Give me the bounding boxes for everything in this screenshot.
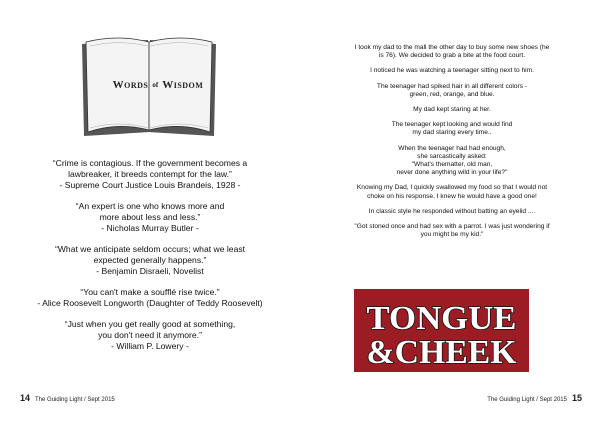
- page-number: 15: [571, 393, 582, 403]
- quote-attribution: - Supreme Court Justice Louis Brandeis, 1928 -: [59, 180, 241, 190]
- quote-item: [20, 201, 280, 234]
- quote-text: “What we anticipate seldom occurs; what we least expected generally happens.”: [54, 244, 246, 265]
- quote-attribution: - Benjamin Disraeli, Novelist: [96, 266, 204, 276]
- story-paragraph: I took my dad to the mall the other day to buy some new shoes (he is 76). We decided to grab a bite at the food court.: [354, 44, 550, 60]
- quote-attribution: - William P. Lowery -: [111, 341, 189, 351]
- story-paragraph: In classic style he responded without batting an eyelid ....: [368, 207, 536, 215]
- quote-item: [20, 319, 280, 352]
- book-title-of: of: [152, 81, 159, 89]
- logo-line-2: &CHEEK: [366, 334, 518, 371]
- quote-text: “You can't make a soufflé rise twice.”: [80, 287, 220, 297]
- publication-name: The Guiding Light / Sept 2015: [487, 397, 567, 403]
- story-paragraph: I noticed he was watching a teenager sitting next to him.: [370, 67, 534, 75]
- quote-text: “Just when you get really good at something, you don't need it anymore.”: [64, 319, 236, 340]
- story-paragraph: The teenager kept looking and would find my dad staring every time..: [391, 121, 513, 137]
- quote-text: “An expert is one who knows more and more about less and less.”: [75, 201, 225, 222]
- quotes-list: [20, 158, 280, 362]
- story-paragraph: My dad kept staring at her.: [413, 106, 491, 114]
- left-footer: [20, 393, 115, 403]
- tongue-and-cheek-logo: [354, 289, 529, 372]
- quote-text: “Crime is contagious. If the government becomes a lawbreaker, it breeds contempt for the law.”: [52, 158, 248, 179]
- logo-line-1: TONGUE: [366, 300, 517, 337]
- right-page: [300, 0, 600, 424]
- quote-attribution: - Alice Roosevelt Longworth (Daughter of Teddy Roosevelt): [37, 298, 263, 308]
- quote-item: [20, 158, 280, 191]
- book-title-words: Words: [112, 79, 149, 91]
- book-title-wisdom: Wisdom: [162, 79, 204, 91]
- book-title: [99, 78, 217, 92]
- story-paragraph: The teenager had spiked hair in all different colors - green, red, orange, and blue.: [376, 82, 528, 98]
- right-footer: [487, 393, 582, 403]
- story-text: [326, 44, 578, 246]
- page-number: 14: [20, 393, 31, 403]
- story-paragraph: "Got stoned once and had sex with a parrot. I was just wondering if you might be my kid.": [354, 223, 550, 239]
- story-paragraph: Knowing my Dad, I quickly swallowed my food so that I would not choke on his response. I knew he would have a good one!: [356, 184, 548, 200]
- quote-attribution: - Nicholas Murray Butler -: [101, 223, 199, 233]
- quote-item: [20, 244, 280, 277]
- publication-name: The Guiding Light / Sept 2015: [35, 397, 115, 403]
- story-paragraph: When the teenager had had enough, she sarcastically asked: "What's thematter, old man, never done anything wild in your life?": [396, 144, 508, 177]
- quote-item: [20, 287, 280, 309]
